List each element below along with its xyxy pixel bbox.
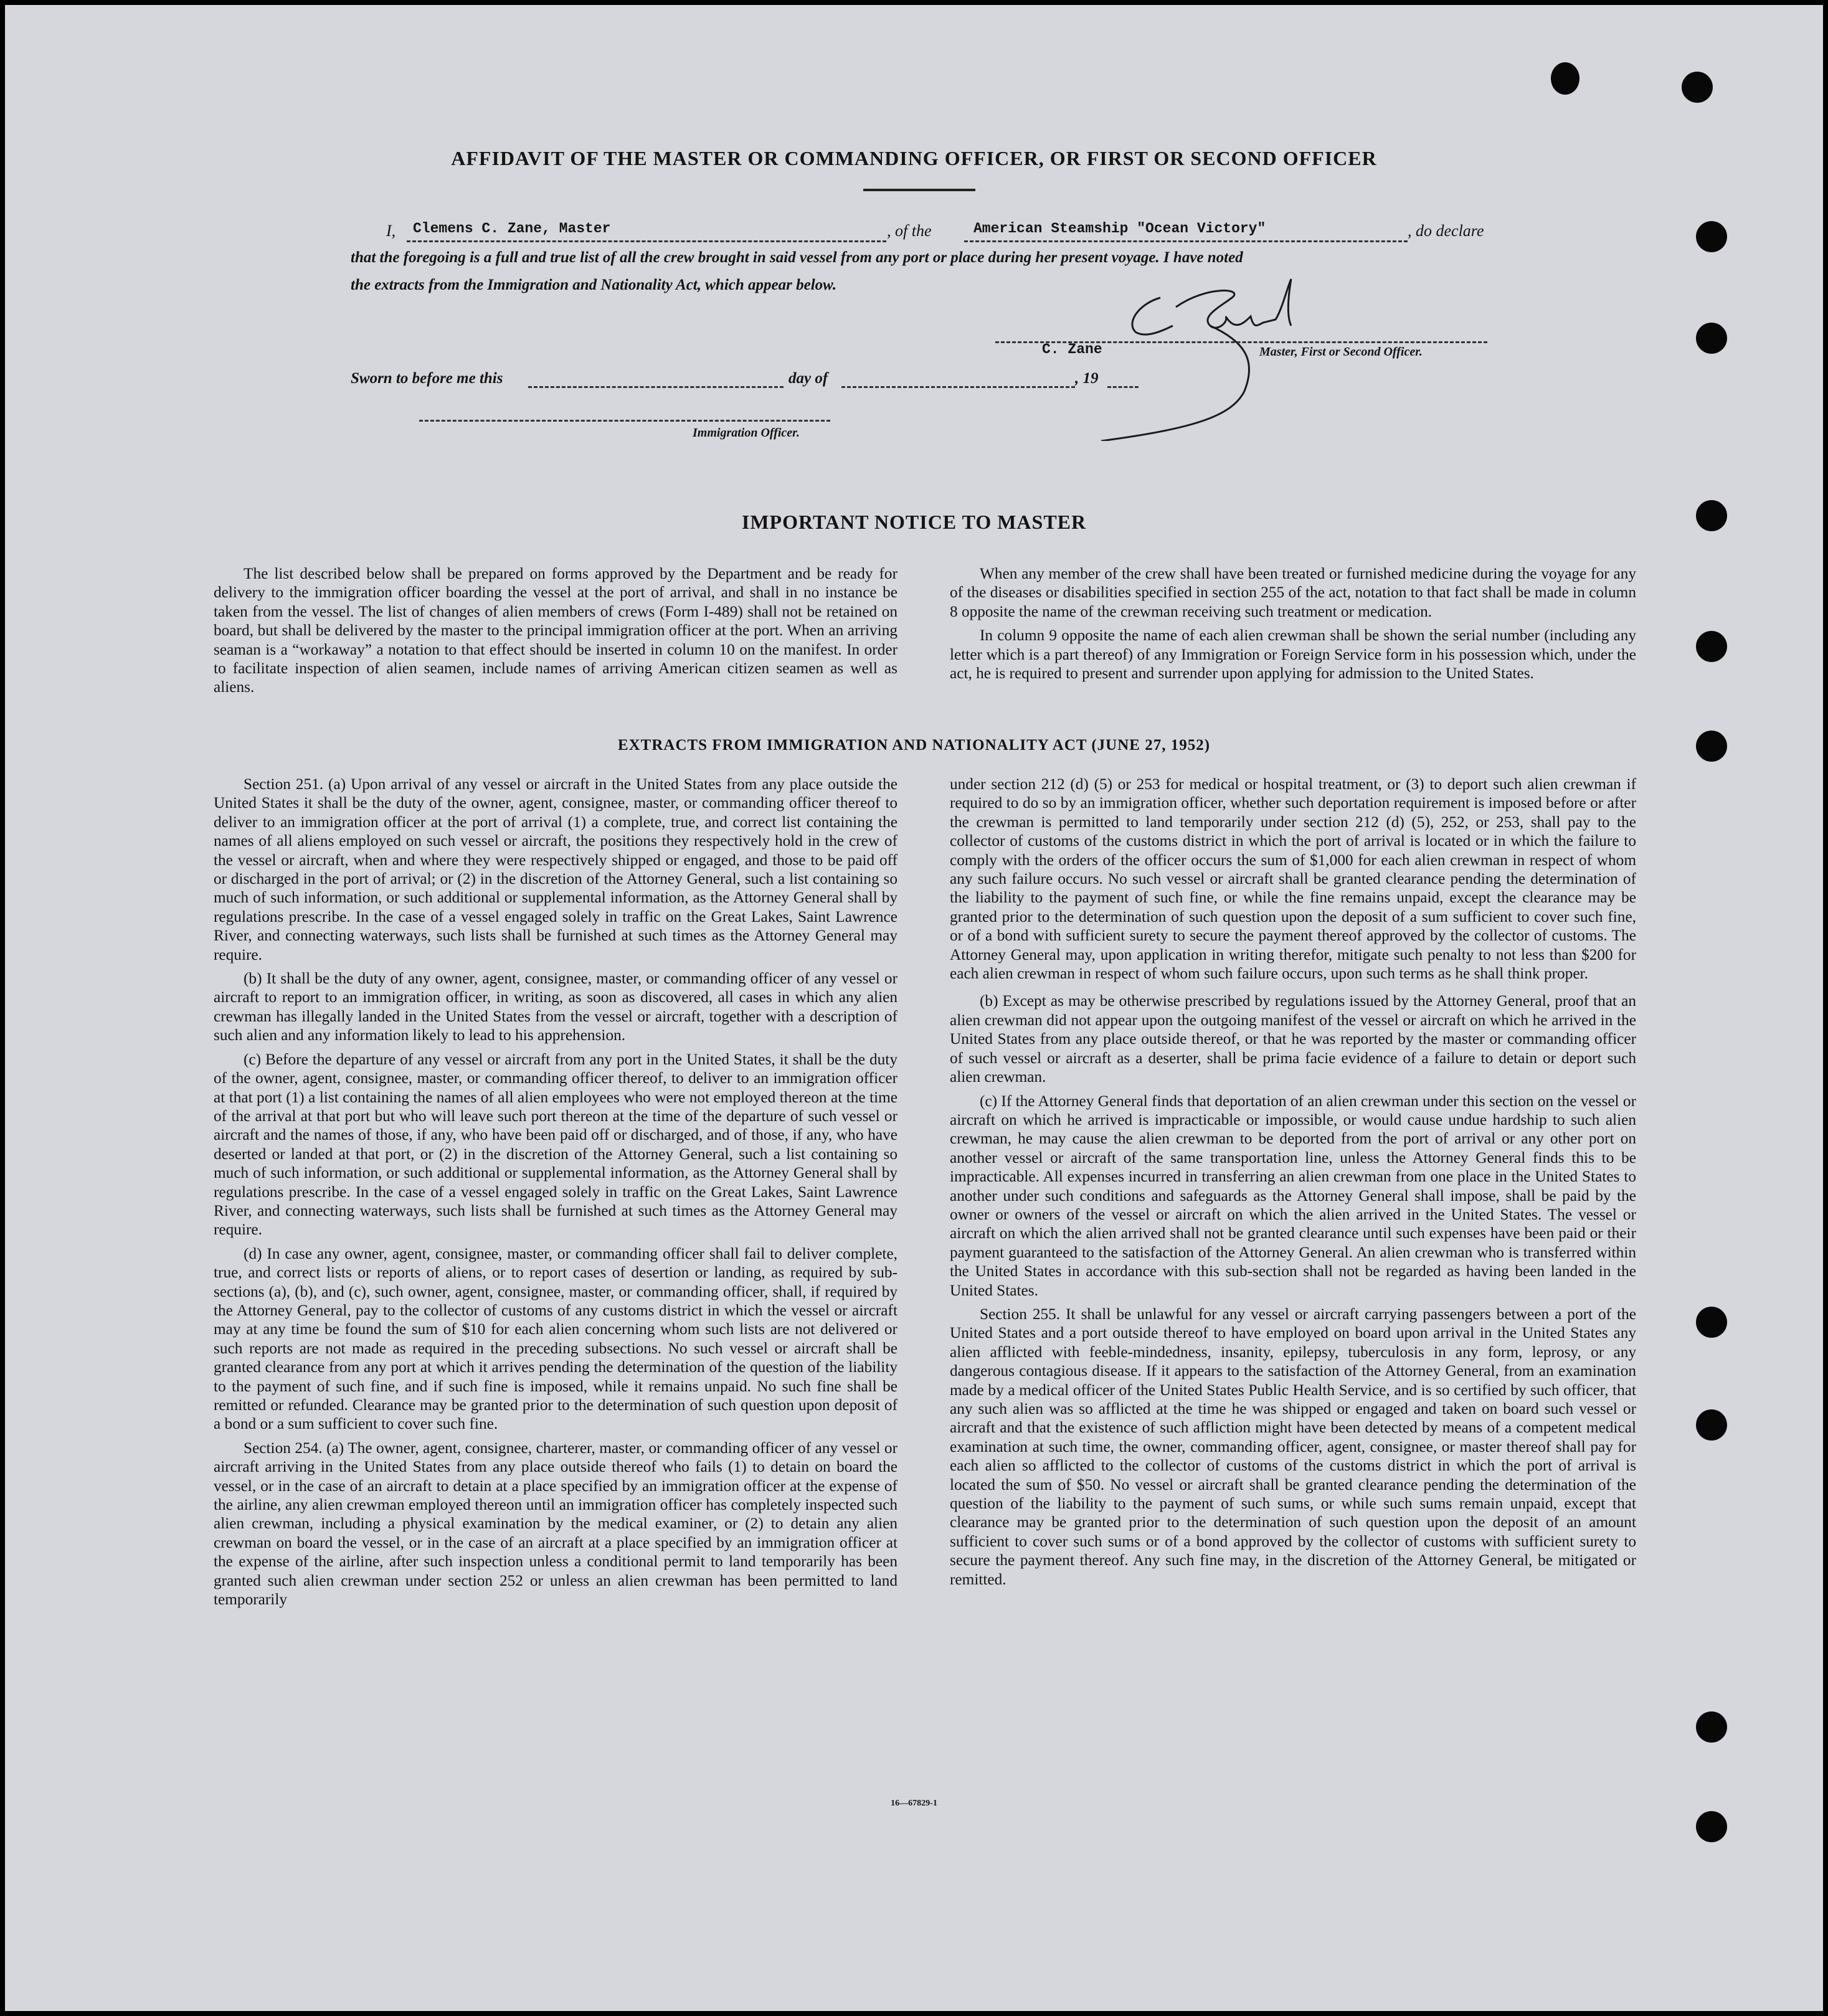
immigration-officer-label: Immigration Officer. <box>693 426 800 440</box>
act-section-continuation: under section 212 (d) (5) or 253 for medical or hospital treatment, or (3) to deport such alien crewman if required to do so by an immigration officer, whether such deportation requirement is imposed before or after the crewman is permitted to land temporarily under section 212 (d) (5), 252, or 253, shall pay to the collector of customs of the customs district in which the port of arrival is located or in which the failure to comply with the orders of the officer occurs the sum of $1,000 for each alien crewman in respect of whom any such failure occurs. No such vessel or aircraft shall be granted clearance pending the determination of the liability to the payment of such fine, or while the fine remains unpaid, except the clearance may be granted prior to the determination of such question upon the deposit of a sum sufficient to cover such fine, or of a bond with sufficient surety to secure the payment thereof approved by the collector of customs. The Attorney General may, upon application in writing therefor, mitigate such penalty to not less than $200 for each alien crewman in respect of whom such failure occurs, upon such terms as he shall think proper. <box>950 775 1636 983</box>
punch-hole <box>1696 631 1727 662</box>
sworn-before-label: Sworn to before me this <box>351 370 503 387</box>
act-section: (b) It shall be the duty of any owner, agent, consignee, master, or commanding officer of any vessel or aircraft to report to an immigration officer, in writing, as soon as discovered, all cases in which any alien crewman has illegally landed in the United States from the vessel or aircraft, together with a description of such alien and any information likely to lead to his apprehension. <box>214 970 897 1044</box>
signature-typed-name: C. Zane <box>1042 341 1102 357</box>
signature-role: Master, First or Second Officer. <box>1259 345 1423 359</box>
declaration-text-2: the extracts from the Immigration and Nationality Act, which appear below. <box>351 277 837 293</box>
extracts-title: EXTRACTS FROM IMMIGRATION AND NATIONALITY ACT (JUNE 27, 1952) <box>617 737 1211 754</box>
master-name: Clemens C. Zane, Master <box>413 220 611 237</box>
sworn-day-line <box>528 369 784 388</box>
vessel-name: American Steamship "Ocean Victory" <box>973 220 1266 237</box>
punch-hole <box>1682 72 1713 103</box>
notice-left-column <box>214 564 897 702</box>
notice-right-column <box>950 564 1636 688</box>
notice-title: IMPORTANT NOTICE TO MASTER <box>741 511 1087 533</box>
notice-paragraph: In column 9 opposite the name of each alien crewman shall be shown the serial number (including any letter which is a part thereof) of any Immigration or Foreign Service form in his possession which, under the act, he is required to present and surrender upon applying for admission to the United States. <box>950 627 1636 683</box>
act-section: (b) Except as may be otherwise prescribed by regulations issued by the Attorney General, proof that an alien crewman did not appear upon the outgoing manifest of the vessel or aircraft on which he arrived in the United States from any place outside thereof, or that he was reported by the master or commanding officer of such vessel or aircraft as a deserter, shall be prima facie evidence of a failure to detain or deport such alien crewman. <box>950 992 1636 1086</box>
punch-hole <box>1696 323 1727 354</box>
punch-hole <box>1696 221 1727 252</box>
act-section: (d) In case any owner, agent, consignee, master, or commanding officer shall fail to deliver complete, true, and correct lists or reports of aliens, or to report cases of desertion or landing, as required by sub-sections (a), (b), and (c), such owner, agent, consignee, master, or commanding officer, shall, if required by the Attorney General, pay to the collector of customs of any customs district in which the vessel or aircraft may at any time be found the sum of $10 for each alien concerning whom such lists are not delivered or such reports are not made as required in the preceding subsections. No such vessel or aircraft shall be granted clearance from any port at which it arrives pending the determination of the question of the liability to the payment of such fine, and if such fine is imposed, while it remains unpaid. No such fine shall be remitted or refunded. Clearance may be granted prior to the determination of such question upon deposit of a bond or a sum sufficient to cover such fine. <box>214 1244 897 1433</box>
extracts-right-column <box>950 775 1636 1594</box>
extracts-left-column <box>214 775 897 1614</box>
declaration-text-1: that the foregoing is a full and true list of all the crew brought in said vessel from any port or place during her present voyage. I have noted <box>351 249 1243 266</box>
act-section: Section 254. (a) The owner, agent, consignee, charterer, master, or commanding officer of any vessel or aircraft arriving in the United States from any place outside thereof who fails (1) to detain on board the vessel, or in the case of an aircraft to detain at a place specified by an immigration officer at the expense of the airline, any alien crewman employed thereon until an immigration officer has completely inspected such alien crewman, including a physical examination by the medical examiner, or (2) to detain any alien crewman on board the vessel, or in the case of an aircraft at a place specified by an immigration officer at the expense of the airline, after such inspection unless a conditional permit to land temporarily has been granted such alien crewman under section 252 or unless an alien crewman has been permitted to land temporarily <box>214 1439 897 1609</box>
affidavit-page <box>5 5 1823 2011</box>
immigration-officer-line <box>419 404 830 422</box>
punch-hole <box>1696 1711 1727 1743</box>
of-the-label: , of the <box>887 222 932 240</box>
punch-hole <box>1551 62 1579 95</box>
act-section: (c) If the Attorney General finds that deportation of an alien crewman under this section on the vessel or aircraft on which he arrived is impracticable or impossible, or would cause undue hardship to such alien crewman, he may cause the alien crewman to be deported from the port of arrival or any other port on another vessel or aircraft of the same transportation line, unless the Attorney General finds this to be impracticable. All expenses incurred in transferring an alien crewman from one place in the United States to another under such conditions and safeguards as the Attorney General shall impose, shall be paid by the owner or owners of the vessel or aircraft on which the alien arrived in the United States. The vessel or aircraft on which the alien arrived shall not be granted clearance until such expenses have been paid or their payment guaranteed to the satisfaction of the Attorney General. An alien crewman who is transferred within the United States in accordance with this sub-section shall not be regarded as having been landed in the United States. <box>950 1092 1636 1299</box>
act-section: Section 251. (a) Upon arrival of any vessel or aircraft in the United States from any place outside the United States it shall be the duty of the owner, agent, consignee, master, or commanding officer thereof to deliver to an immigration officer at the port of arrival (1) a complete, true, and correct list containing the names of all aliens employed on such vessel or aircraft, the positions they respectively hold in the crew of the vessel or aircraft, when and where they were respectively shipped or engaged, and those to be paid off or discharged in the port of arrival; or (2) in the discretion of the Attorney General, such a list containing so much of such information, or such additional or supplemental information, as the Attorney General shall by regulations prescribe. In the case of a vessel engaged solely in traffic on the Great Lakes, Saint Lawrence River, and connecting waterways, such lists shall be furnished at such times as the Attorney General may require. <box>214 775 897 963</box>
affidavit-title: AFFIDAVIT OF THE MASTER OR COMMANDING OFFICER, OR FIRST OR SECOND OFFICER <box>451 147 1377 169</box>
form-number: 16—67829-1 <box>891 1799 937 1808</box>
year-prefix: , 19 <box>1075 370 1099 387</box>
i-label: I, <box>386 222 396 240</box>
notice-paragraph: The list described below shall be prepared on forms approved by the Department and be ready for delivery to the immigration officer boarding the vessel at the port of arrival, and shall in no instance be taken from the vessel. The list of changes of alien members of crews (Form I-489) shall not be retained on board, but shall be delivered by the master to the principal immigration officer at the port. When an arriving seaman is a “workaway” a notation to that effect should be inserted in column 10 on the manifest. In order to facilitate inspection of alien seamen, include names of arriving American citizen seamen as well as aliens. <box>214 565 897 696</box>
punch-hole <box>1696 1811 1727 1842</box>
do-declare-label: , do declare <box>1408 222 1484 240</box>
notice-paragraph: When any member of the crew shall have been treated or furnished medicine during the voyage for any of the diseases or disabilities specified in section 255 of the act, notation to that fact shall be made in column 8 opposite the name of the crewman receiving such treatment or medication. <box>950 565 1636 620</box>
act-section: (c) Before the departure of any vessel or aircraft from any port in the United States, it shall be the duty of the owner, agent, consignee, master, or commanding officer thereof, to deliver to an immigration officer at that port (1) a list containing the names of all alien employees who were not employed thereon at the time of the arrival at that port but who will leave such port thereon at the time of the departure of such vessel or aircraft and the names of those, if any, who have been paid off or discharged, and of those, if any, who have deserted or landed at that port, or (2) in the discretion of the Attorney General, such a list containing so much of such information, or such additional or supplemental information, as the Attorney General shall by regulations prescribe. In the case of a vessel engaged solely in traffic on the Great Lakes, Saint Lawrence River, and connecting waterways, such lists shall be furnished at such times as the Attorney General may require. <box>214 1050 897 1239</box>
punch-hole <box>1696 1409 1727 1441</box>
punch-hole <box>1696 1307 1727 1338</box>
act-section: Section 255. It shall be unlawful for any vessel or aircraft carrying passengers between a port of the United States and a port outside thereof to have employed on board upon arrival in the United States any alien afflicted with feeble-mindedness, insanity, epilepsy, tuberculosis in any form, leprosy, or any dangerous contagious disease. If it appears to the satisfaction of the Attorney General, from an examination made by a medical officer of the United States Public Health Service, and is so certified by such officer, that any such alien was so afflicted at the time he was shipped or engaged and taken on board such vessel or aircraft and that the existence of such affliction might have been detected by means of a competent medical examination at such time, the owner, commanding officer, agent, consignee, or master thereof shall pay for each alien so afflicted to the collector of customs of the customs district in which the port of arrival is located the sum of $50. No vessel or aircraft shall be granted clearance pending the determination of the question of the liability to the payment of such sums, or while such sums remain unpaid, except that clearance may be granted prior to the determination of such question upon the deposit of an amount sufficient to cover such sums or of a bond approved by the collector of customs with sufficient surety to secure the payment thereof. Any such fine may, in the discretion of the Attorney General, be mitigated or remitted. <box>950 1305 1636 1588</box>
sworn-month-line <box>841 369 1075 388</box>
title-rule <box>863 189 975 191</box>
day-of-label: day of <box>789 370 828 387</box>
sworn-year-line <box>1107 369 1139 388</box>
